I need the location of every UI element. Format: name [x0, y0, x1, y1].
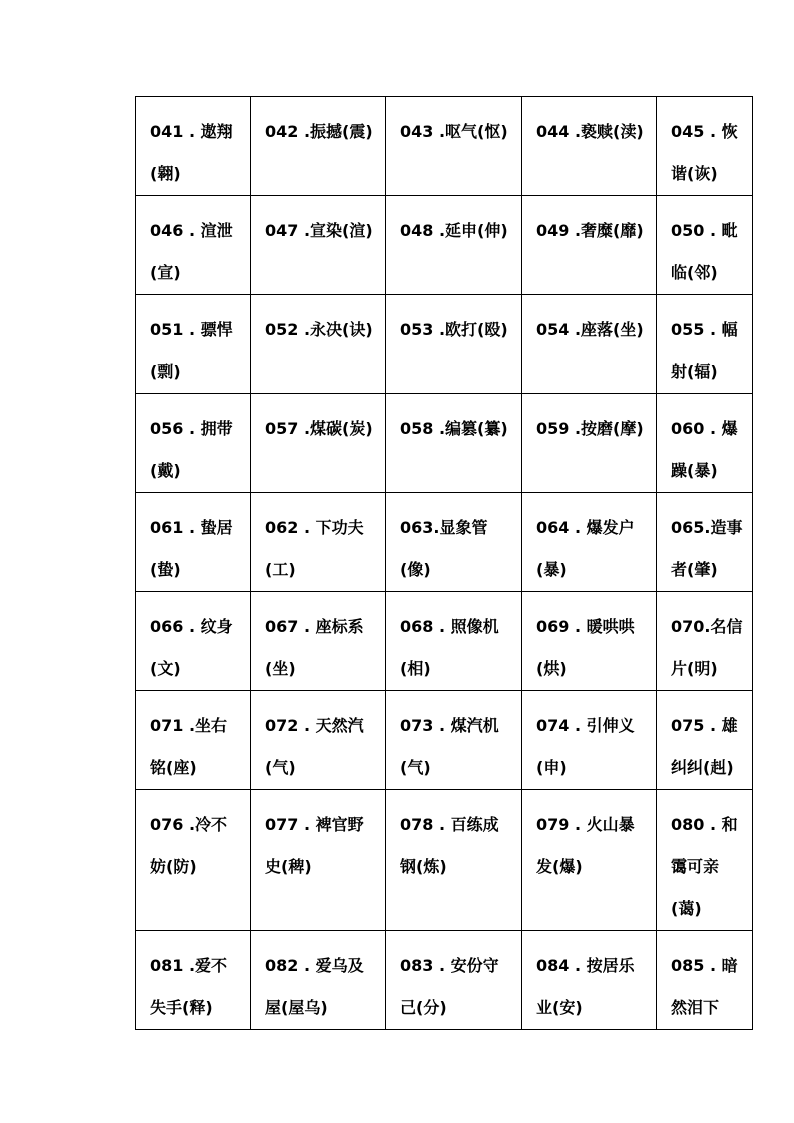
- table-row: [136, 97, 753, 196]
- table-cell: 042 .振撼(震): [251, 97, 386, 196]
- table-row: [136, 592, 753, 691]
- table-row: [136, 196, 753, 295]
- table-row: [136, 394, 753, 493]
- table-cell: 050 . 毗临(邻): [657, 196, 753, 295]
- table-cell: 054 .座落(坐): [522, 295, 657, 394]
- table-cell: 041 . 遨翔(翱): [136, 97, 251, 196]
- table-cell: 061 . 蛰居(蛰): [136, 493, 251, 592]
- word-correction-table: [135, 96, 753, 1030]
- table-row: [136, 691, 753, 790]
- table-cell: 072 . 天然汽(气): [251, 691, 386, 790]
- table-cell: 082 . 爱乌及屋(屋乌): [251, 931, 386, 1030]
- table-cell: 067 . 座标系(坐): [251, 592, 386, 691]
- table-cell: 062 . 下功夫(工): [251, 493, 386, 592]
- table-cell: 077 . 裨官野史(稗): [251, 790, 386, 931]
- table-cell: 046 . 渲泄(宣): [136, 196, 251, 295]
- table-cell: 044 .亵赎(渎): [522, 97, 657, 196]
- table-cell: 073 . 煤汽机(气): [386, 691, 522, 790]
- table-row: [136, 493, 753, 592]
- table-cell: 071 .坐右铭(座): [136, 691, 251, 790]
- table-cell: 056 . 拥带(戴): [136, 394, 251, 493]
- table-cell: 043 .呕气(怄): [386, 97, 522, 196]
- table-cell: 080 . 和霭可亲(蔼): [657, 790, 753, 931]
- table-cell: 076 .冷不妨(防): [136, 790, 251, 931]
- table-row: [136, 295, 753, 394]
- table-cell: 055 . 幅射(辐): [657, 295, 753, 394]
- table-cell: 068 . 照像机(相): [386, 592, 522, 691]
- table-cell: 051 . 骠悍(剽): [136, 295, 251, 394]
- table-cell: 074 . 引伸义(申): [522, 691, 657, 790]
- table-cell: 081 .爱不失手(释): [136, 931, 251, 1030]
- table-cell: 079 . 火山暴发(爆): [522, 790, 657, 931]
- table-cell: 065.造事者(肇): [657, 493, 753, 592]
- table-cell: 078 . 百练成钢(炼): [386, 790, 522, 931]
- table-row: [136, 790, 753, 931]
- table-cell: 070.名信片(明): [657, 592, 753, 691]
- table-cell: 049 .奢糜(靡): [522, 196, 657, 295]
- table-cell: 063.显象管(像): [386, 493, 522, 592]
- table-cell: 047 .宣染(渲): [251, 196, 386, 295]
- table-cell: 048 .延申(伸): [386, 196, 522, 295]
- table-cell: 053 .欧打(殴): [386, 295, 522, 394]
- table-cell: 057 .煤碳(炭): [251, 394, 386, 493]
- table-cell: 064 . 爆发户(暴): [522, 493, 657, 592]
- table-cell: 083 . 安份守己(分): [386, 931, 522, 1030]
- table-cell: 058 .编篡(纂): [386, 394, 522, 493]
- table-cell: 069 . 暖哄哄(烘): [522, 592, 657, 691]
- table-cell: 045 . 恢谐(诙): [657, 97, 753, 196]
- table-cell: 060 . 爆躁(暴): [657, 394, 753, 493]
- table-row: [136, 931, 753, 1030]
- table-cell: 084 . 按居乐业(安): [522, 931, 657, 1030]
- table-cell: 085 . 暗然泪下: [657, 931, 753, 1030]
- table-cell: 075 . 雄纠纠(赳): [657, 691, 753, 790]
- table-cell: 052 .永决(诀): [251, 295, 386, 394]
- table-cell: 066 . 纹身(文): [136, 592, 251, 691]
- table-cell: 059 .按磨(摩): [522, 394, 657, 493]
